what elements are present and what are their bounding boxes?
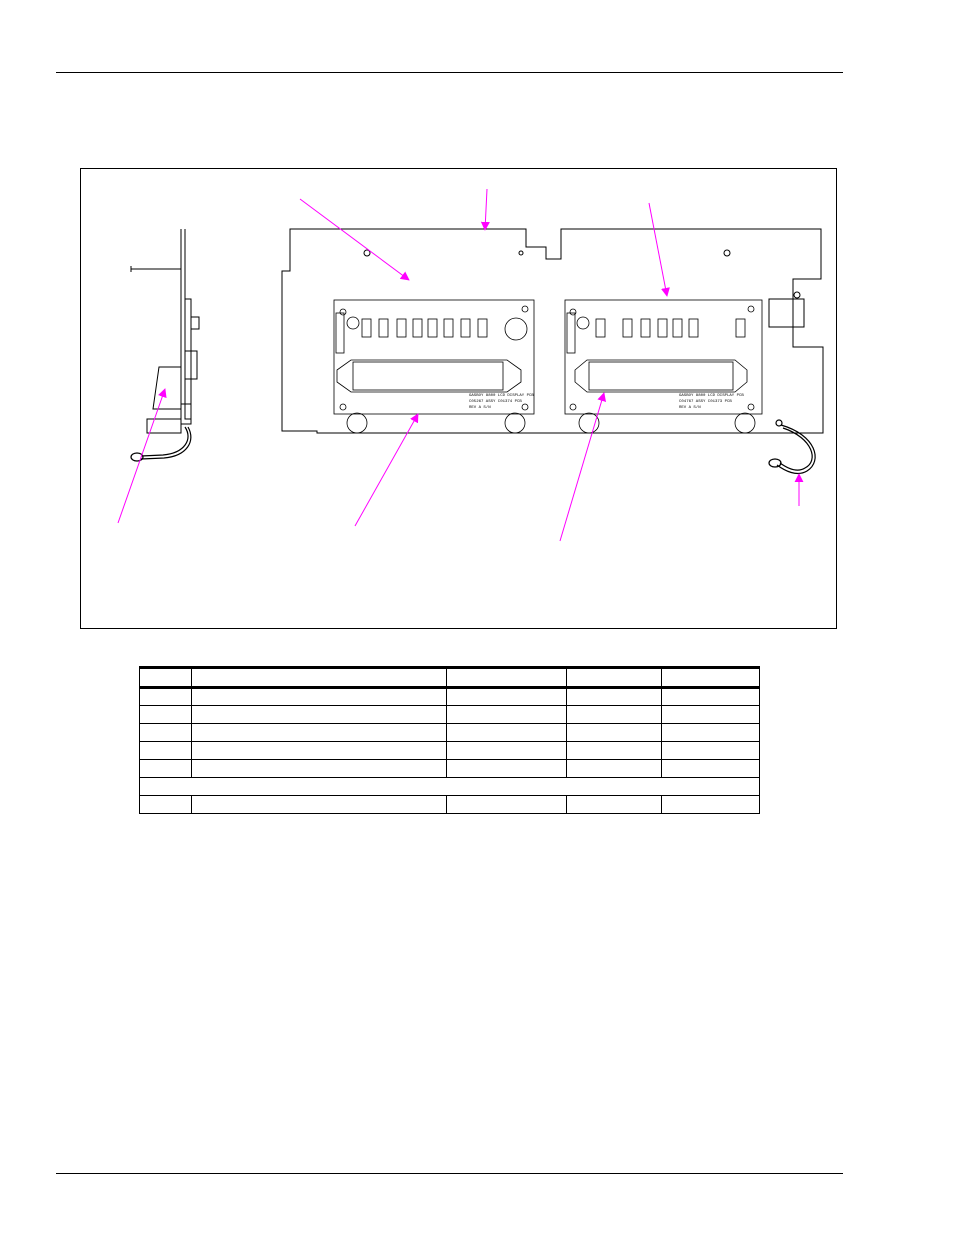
table-cell [447,706,567,724]
header-rule [56,72,843,73]
table-cell [662,760,760,778]
table-cell [192,760,447,778]
table-section-cell [140,778,760,796]
table-cell [662,796,760,814]
callout-arrow [118,389,165,523]
display-pcb-2 [565,300,762,433]
table-cell [662,724,760,742]
table-cell [140,760,192,778]
table-section-row [140,778,760,796]
table-cell [192,742,447,760]
table-header-row [140,668,760,688]
table-cell [567,724,662,742]
display-pcb-2-label-line: GASBOY 8800 LCD DISPLAY PCB [679,394,744,398]
table-row [140,688,760,706]
figure-frame [80,168,837,629]
callout-arrow [649,203,667,296]
display-pcb-1-label-line: GASBOY 8800 LCD DISPLAY PCB [469,394,534,398]
table-row [140,706,760,724]
display-pcb-2-label [679,394,744,410]
table-cell [192,796,447,814]
side-view-bracket [131,229,199,433]
exploded-view-drawing [81,169,836,628]
table-cell [447,796,567,814]
table-header-cell [567,668,662,688]
table-cell [140,742,192,760]
table-cell [662,688,760,706]
table-cell [567,760,662,778]
callout-arrow [560,393,604,541]
table-cell [662,742,760,760]
plate-mount-hole [519,251,523,255]
display-pcb-1 [334,300,534,433]
table-row [140,796,760,814]
table-row [140,742,760,760]
ground-wire [769,420,815,473]
footer-rule [56,1173,843,1174]
table-cell [447,724,567,742]
table-cell [447,742,567,760]
table-cell [192,724,447,742]
plate-mount-hole [794,292,800,298]
table-header-cell [192,668,447,688]
table-row [140,724,760,742]
table-cell [567,706,662,724]
table-cell [140,688,192,706]
display-pcb-1-label [469,394,534,410]
table-cell [567,688,662,706]
table-cell [192,706,447,724]
table-cell [192,688,447,706]
callout-arrow [355,414,418,526]
display-pcb-2-label-line: C04767 ASSY C01373 PCB [679,400,732,404]
display-pcb-2-label-line: REV A S/N [679,406,701,410]
plate-mount-hole [724,250,730,256]
mounting-plate [282,229,823,433]
callout-arrow [485,189,487,230]
callout-arrow [300,199,409,280]
table-header-cell [662,668,760,688]
display-pcb-1-label-line: REV A S/N [469,406,491,410]
table-cell [662,706,760,724]
table-cell [567,742,662,760]
side-view-ground-wire [131,427,191,461]
callout-arrows [118,189,799,541]
table-row [140,760,760,778]
table-header-cell [447,668,567,688]
table-cell [447,688,567,706]
plate-cutout [769,299,804,327]
display-pcb-1-label-line: C05267 ASSY C01374 PCB [469,400,522,404]
table-cell [567,796,662,814]
table-cell [140,706,192,724]
table-cell [140,724,192,742]
table-cell [140,796,192,814]
table-header-cell [140,668,192,688]
table-cell [447,760,567,778]
parts-list-table [139,666,760,814]
